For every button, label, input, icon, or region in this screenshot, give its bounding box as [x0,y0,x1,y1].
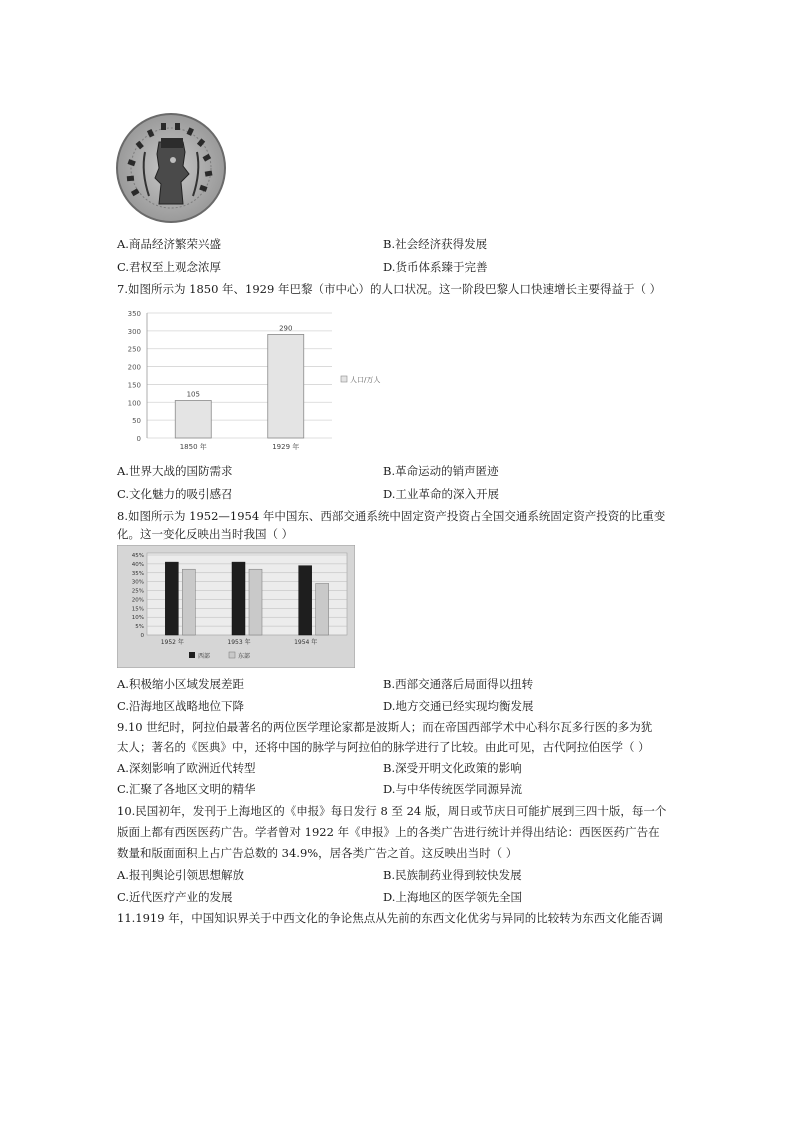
y-tick-label: 30% [131,579,144,586]
q10-option-d: D.上海地区的医学领先全国 [383,890,522,904]
y-tick-label: 200 [127,363,141,372]
q8-option-a: A.积极缩小区域发展差距 [117,677,244,691]
q9-stem-line1: 9.10 世纪时，阿拉伯最著名的两位医学理论家都是波斯人；而在帝国西部学术中心科尔瓦多行医的多为犹 [117,720,653,734]
q10-option-b: B.民族制药业得到较快发展 [383,868,522,882]
y-tick-label: 10% [131,615,144,622]
q9-option-b: B.深受开明文化政策的影响 [383,761,522,775]
y-tick-label: 150 [127,381,141,390]
q10-stem-line3: 数量和版面面积上占广告总数的 34.9%，居各类广告之首。这反映出当时（ ） [117,846,518,860]
q7-option-d: D.工业革命的深入开展 [383,487,499,501]
bar [268,334,304,438]
q9-stem-line2: 太人；著名的《医典》中，还将中国的脉学与阿拉伯的脉学进行了比较。由此可见，古代阿拉伯医学（ ） [117,740,650,754]
q9-option-d: D.与中华传统医学同源异流 [383,782,522,796]
legend-swatch-eastern [229,652,235,658]
y-tick-label: 0 [136,435,141,443]
y-tick-label: 250 [127,345,141,354]
bar [175,401,211,439]
q8-stem-line2: 化。这一变化反映出当时我国（ ） [117,527,294,541]
q8-option-c: C.沿海地区战略地位下降 [117,699,245,713]
investment-share-chart [117,545,355,668]
q7-option-a: A.世界大战的国防需求 [117,464,233,478]
q6-option-d: D.货币体系臻于完善 [383,260,488,274]
y-tick-label: 15% [131,606,144,613]
y-tick-label: 100 [127,399,141,408]
q7-stem: 7.如图所示为 1850 年、1929 年巴黎（市中心）的人口状况。这一阶段巴黎人口快速增长主要得益于（ ） [117,282,662,296]
paris-population-chart [117,303,402,458]
q6-option-c: C.君权至上观念浓厚 [117,260,222,274]
y-tick-label: 0 [140,633,144,639]
x-tick-label: 1954 年 [294,639,318,646]
y-tick-label: 25% [131,588,144,595]
x-tick-label: 1929 年 [272,443,300,451]
y-tick-label: 50 [132,417,141,426]
q11-stem-line1: 11.1919 年，中国知识界关于中西文化的争论焦点从先前的东西文化优劣与异同的比较转为东西文化能否调 [117,911,663,925]
legend-label-western: 西部 [198,653,211,660]
bar-western [299,566,312,635]
y-tick-label: 35% [131,570,144,577]
q10-stem-line2: 版面上都有西医医药广告。学者曾对 1922 年《申报》上的各类广告进行统计并得出结论：西医医药广告在 [117,825,660,839]
q6-option-a: A.商品经济繁荣兴盛 [117,237,221,251]
q7-option-b: B.革命运动的销声匿迹 [383,464,499,478]
q7-option-c: C.文化魅力的吸引感召 [117,487,233,501]
bar-western [232,562,245,635]
x-tick-label: 1952 年 [160,639,184,646]
x-tick-label: 1850 年 [179,443,207,451]
q6-option-b: B.社会经济获得发展 [383,237,488,251]
y-tick-label: 20% [131,597,144,604]
q8-option-b: B.西部交通落后局面得以扭转 [383,677,534,691]
legend-label: 人口/万人 [350,376,381,384]
q9-option-a: A.深刻影响了欧洲近代转型 [117,761,256,775]
y-tick-label: 45% [131,553,144,559]
data-label: 105 [186,390,200,399]
bar-eastern [249,569,262,635]
legend-label-eastern: 东部 [238,653,251,660]
data-label: 290 [279,324,293,333]
q10-option-c: C.近代医疗产业的发展 [117,890,233,904]
y-tick-label: 300 [127,327,141,336]
bar-western [165,562,178,635]
bar-eastern [182,569,195,635]
bar-eastern [316,583,329,635]
x-tick-label: 1953 年 [227,639,251,646]
q8-stem-line1: 8.如图所示为 1952—1954 年中国东、西部交通系统中固定资产投资占全国交通系统固定资产投资的比重变 [117,509,666,523]
q9-option-c: C.汇聚了各地区文明的精华 [117,782,256,796]
coin-image [115,112,227,224]
q10-stem-line1: 10.民国初年，发刊于上海地区的《申报》每日发行 8 至 24 版，周日或节庆日可能扩展到三四十版，每一个 [117,804,667,818]
legend-swatch [341,376,347,382]
y-tick-label: 350 [127,310,141,318]
y-tick-label: 40% [131,561,144,568]
legend-swatch-western [189,652,195,658]
q10-option-a: A.报刊舆论引领思想解放 [117,868,244,882]
q8-option-d: D.地方交通已经实现均衡发展 [383,699,534,713]
y-tick-label: 5% [135,624,144,631]
